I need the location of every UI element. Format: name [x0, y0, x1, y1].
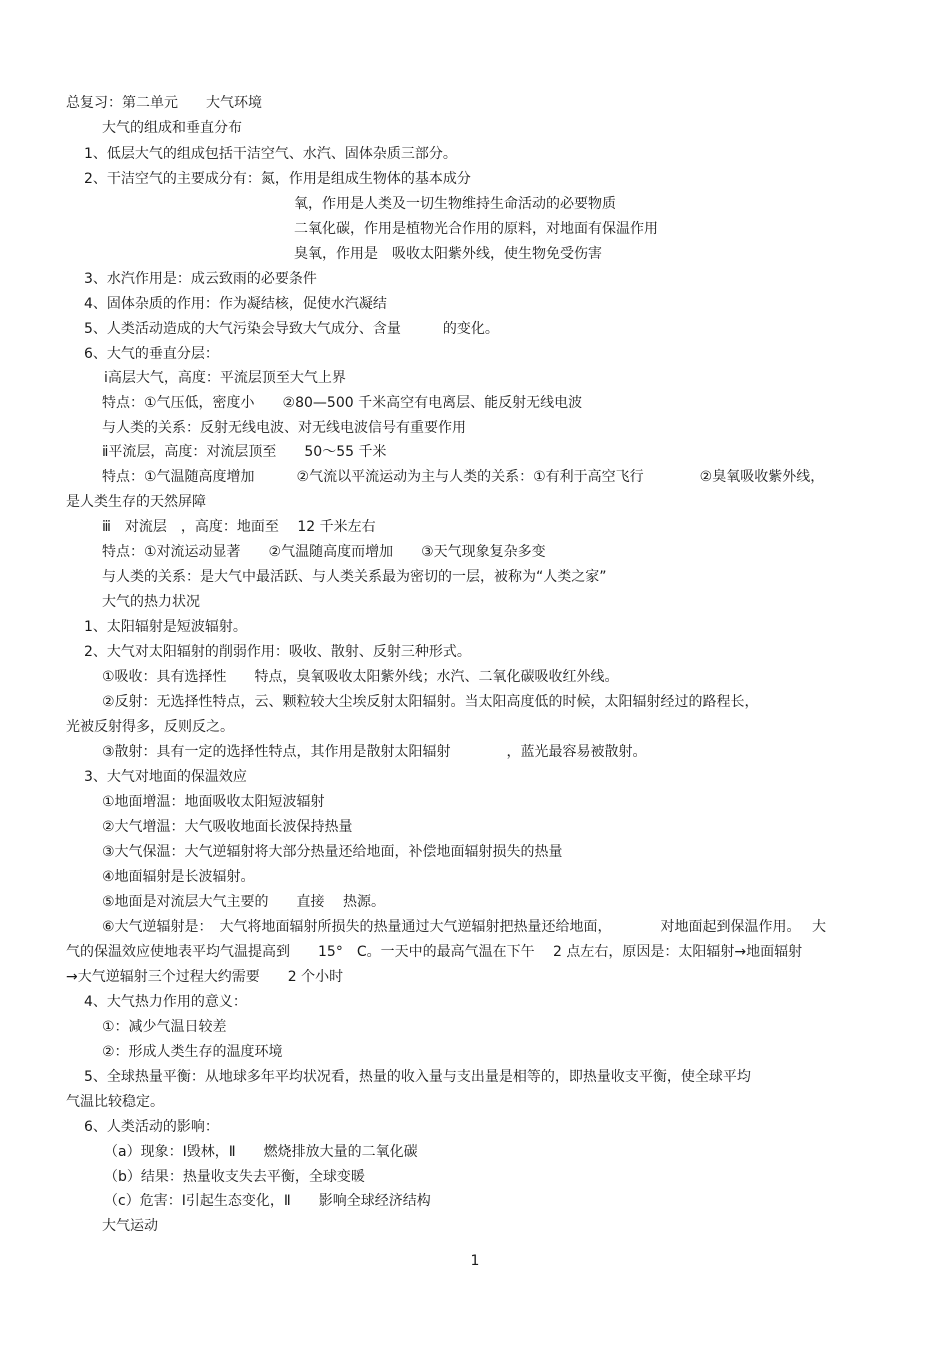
text-line: 臭氧，作用是 吸收太阳紫外线，使生物免受伤害 — [294, 246, 602, 262]
text-line: 2、干洁空气的主要成分有：氮，作用是组成生物体的基本成分 — [84, 171, 471, 187]
text-line: ①：减少气温日较差 — [102, 1019, 227, 1035]
text-line: ⑥大气逆辐射是： 大气将地面辐射所损失的热量通过大气逆辐射把热量还给地面， 对地面起到保温作用。 大 — [102, 919, 826, 935]
text-line: 3、水汽作用是：成云致雨的必要条件 — [84, 271, 317, 287]
text-line: 特点：①气温随高度增加 ②气流以平流运动为主与人类的关系：①有利于高空飞行 ②臭氧吸收紫外线， — [102, 469, 825, 485]
text-line: ⑤地面是对流层大气主要的 直接 热源。 — [102, 894, 385, 910]
text-line: ④地面辐射是长波辐射。 — [102, 869, 255, 885]
text-line: 是人类生存的天然屏障 — [66, 494, 206, 510]
text-line: 6、大气的垂直分层： — [84, 346, 219, 362]
text-line: 氧，作用是人类及一切生物维持生命活动的必要物质 — [294, 196, 616, 212]
text-line: ⅲ 对流层 ，高度：地面至 12 千米左右 — [102, 519, 376, 535]
text-line: 4、大气热力作用的意义： — [84, 994, 247, 1010]
text-line: 二氧化碳，作用是植物光合作用的原料，对地面有保温作用 — [294, 221, 658, 237]
text-line: （a）现象：Ⅰ毁林，Ⅱ 燃烧排放大量的二氧化碳 — [104, 1144, 418, 1160]
text-line: 光被反射得多，反则反之。 — [66, 719, 234, 735]
text-line: （c）危害：Ⅰ引起生态变化，Ⅱ 影响全球经济结构 — [104, 1193, 431, 1209]
text-line: 2、大气对太阳辐射的削弱作用：吸收、散射、反射三种形式。 — [84, 644, 471, 660]
page-title: 总复习：第二单元 大气环境 — [66, 95, 262, 111]
text-line: 5、人类活动造成的大气污染会导致大气成分、含量 的变化。 — [84, 321, 499, 337]
text-line: ②大气增温：大气吸收地面长波保持热量 — [102, 819, 353, 835]
text-line: （b）结果：热量收支失去平衡，全球变暖 — [104, 1169, 365, 1185]
text-line: 5、全球热量平衡：从地球多年平均状况看，热量的收入量与支出量是相等的，即热量收支平衡，使全球平均 — [84, 1069, 751, 1085]
text-line: ③散射：具有一定的选择性特点，其作用是散射太阳辐射 ，蓝光最容易被散射。 — [102, 744, 647, 760]
text-line: 特点：①气压低，密度小 ②80—500 千米高空有电离层、能反射无线电波 — [102, 395, 583, 411]
text-line: 6、人类活动的影响： — [84, 1119, 219, 1135]
text-line: ⅱ平流层，高度：对流层顶至 50～55 千米 — [102, 444, 387, 460]
text-line: 与人类的关系：反射无线电波、对无线电波信号有重要作用 — [102, 420, 466, 436]
text-line: 1、太阳辐射是短波辐射。 — [84, 619, 247, 635]
text-line: ②反射：无选择性特点，云、颗粒较大尘埃反射太阳辐射。当太阳高度低的时候，太阳辐射经过的路程长， — [102, 694, 759, 710]
text-line: 3、大气对地面的保温效应 — [84, 769, 247, 785]
text-line: ③大气保温：大气逆辐射将大部分热量还给地面，补偿地面辐射损失的热量 — [102, 844, 563, 860]
section-heading-thermal: 大气的热力状况 — [102, 594, 200, 610]
text-line: 气温比较稳定。 — [66, 1094, 164, 1110]
page-number: 1 — [470, 1253, 480, 1269]
text-line: 气的保温效应使地表平均气温提高到 15° C。一天中的最高气温在下午 2 点左右，原因是：太阳辐射→地面辐射 — [66, 944, 803, 960]
text-line: ②：形成人类生存的温度环境 — [102, 1044, 283, 1060]
text-line: ①地面增温：地面吸收太阳短波辐射 — [102, 794, 325, 810]
text-line: 与人类的关系：是大气中最活跃、与人类关系最为密切的一层，被称为“人类之家” — [102, 569, 607, 585]
text-line: ⅰ高层大气，高度：平流层顶至大气上界 — [104, 370, 346, 386]
text-line: ①吸收：具有选择性 特点，臭氧吸收太阳紫外线；水汽、二氧化碳吸收红外线。 — [102, 669, 619, 685]
section-heading-composition: 大气的组成和垂直分布 — [102, 120, 242, 136]
text-line: 特点：①对流运动显著 ②气温随高度而增加 ③天气现象复杂多变 — [102, 544, 546, 560]
text-line: →大气逆辐射三个过程大约需要 2 个小时 — [66, 969, 344, 985]
text-line: 1、低层大气的组成包括干洁空气、水汽、固体杂质三部分。 — [84, 146, 457, 162]
text-line: 4、固体杂质的作用：作为凝结核，促使水汽凝结 — [84, 296, 387, 312]
section-heading-motion: 大气运动 — [102, 1218, 158, 1234]
